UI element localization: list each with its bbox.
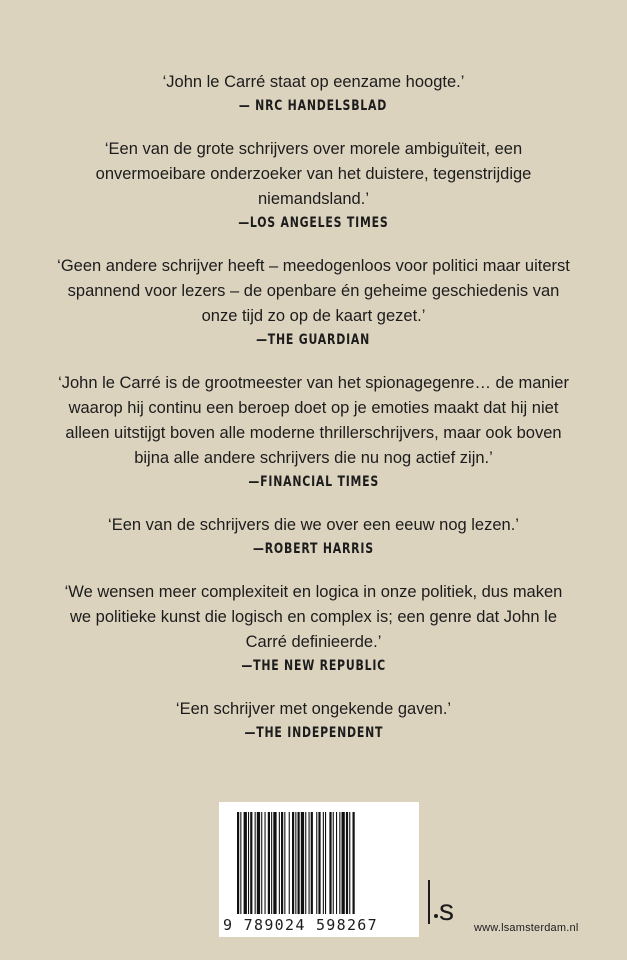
quote-7: [0, 697, 627, 742]
barcode-bar: [342, 812, 345, 914]
quote-text: ‘John le Carré is de grootmeester van het spionagegenre… de manier waarop hij continu een beroep doet op je emoties maakt dat hij niet alleen uitstijgt boven alle moderne thrillerschrijvers, maar ook boven bijna alle andere schrijvers die nu nog actief zijn.’: [58, 374, 569, 467]
barcode-bar: [273, 812, 276, 914]
barcode-bar: [325, 812, 326, 914]
logo-bar: [428, 880, 430, 924]
barcode: [219, 802, 419, 937]
quote-source: —LOS ANGELES TIMES: [238, 215, 389, 231]
quote-3: [0, 254, 627, 349]
quote-source: — NRC HANDELSBLAD: [239, 98, 388, 114]
barcode-bar: [323, 812, 324, 914]
barcode-bar: [295, 812, 296, 914]
barcode-bar: [261, 812, 262, 914]
quote-text: ‘We wensen meer complexiteit en logica in onze politiek, dus maken we politieke kunst die logisch en complex is; een genre dat John le Carré definieerde.’: [64, 583, 563, 651]
barcode-bar: [349, 812, 350, 914]
barcode-bar: [309, 812, 310, 914]
barcode-bar: [346, 812, 348, 914]
quote-2: [0, 137, 627, 232]
quote-text: ‘Een schrijver met ongekende gaven.’: [175, 700, 452, 718]
quote-6: [0, 580, 627, 675]
quote-text: ‘Een van de schrijvers die we over een eeuw nog lezen.’: [108, 516, 519, 534]
barcode-bar: [353, 812, 355, 914]
quote-5: [0, 513, 627, 558]
barcode-bar: [329, 812, 331, 914]
logo-dot: [434, 914, 438, 918]
barcode-bar: [333, 812, 334, 914]
logo-letter: s: [439, 894, 454, 927]
barcode-bar: [311, 812, 313, 914]
barcode-bar: [271, 812, 272, 914]
barcode-bar: [305, 812, 306, 914]
barcode-bar: [316, 812, 317, 914]
barcode-bar: [240, 812, 241, 914]
quotes-list: [0, 70, 627, 764]
barcode-bar: [250, 812, 252, 914]
quote-source: —THE GUARDIAN: [256, 332, 371, 348]
barcode-bar: [279, 812, 280, 914]
barcode-bar: [284, 812, 285, 914]
barcode-bar: [336, 812, 337, 914]
publisher-website: www.lsamsterdam.nl: [474, 922, 579, 934]
barcode-bar: [298, 812, 300, 914]
quote-1: [0, 70, 627, 115]
barcode-bar: [339, 812, 340, 914]
quote-text: ‘Een van de grote schrijvers over morele ambiguïteit, een onvermoeibare onderzoeker van het duistere, tegenstrijdige niemandsland.’: [95, 140, 532, 208]
barcode-bar: [248, 812, 249, 914]
quote-source: —THE NEW REPUBLIC: [241, 658, 386, 674]
barcode-bar: [289, 812, 290, 914]
barcode-bar: [318, 812, 320, 914]
barcode-bars: [237, 812, 405, 914]
quote-text: ‘Geen andere schrijver heeft – meedogenloos voor politici maar uiterst spannend voor lezers – de openbare én geheime geschiedenis van onze tijd zo op de kaart gezet.’: [57, 257, 570, 325]
barcode-bar: [292, 812, 294, 914]
barcode-bar: [268, 812, 270, 914]
barcode-bar: [255, 812, 256, 914]
quote-source: —FINANCIAL TIMES: [248, 474, 379, 490]
barcode-bar: [237, 812, 239, 914]
quote-text: ‘John le Carré staat op eenzame hoogte.’: [162, 73, 465, 91]
quote-4: [0, 371, 627, 491]
isbn-digits: 9 789024 598267: [223, 916, 378, 934]
publisher-logo: [428, 880, 462, 930]
barcode-bar: [244, 812, 247, 914]
barcode-bar: [257, 812, 260, 914]
barcode-bar: [281, 812, 283, 914]
barcode-bar: [301, 812, 304, 914]
quote-source: —ROBERT HARRIS: [253, 541, 374, 557]
barcode-bar: [265, 812, 266, 914]
quote-source: —THE INDEPENDENT: [244, 725, 383, 741]
